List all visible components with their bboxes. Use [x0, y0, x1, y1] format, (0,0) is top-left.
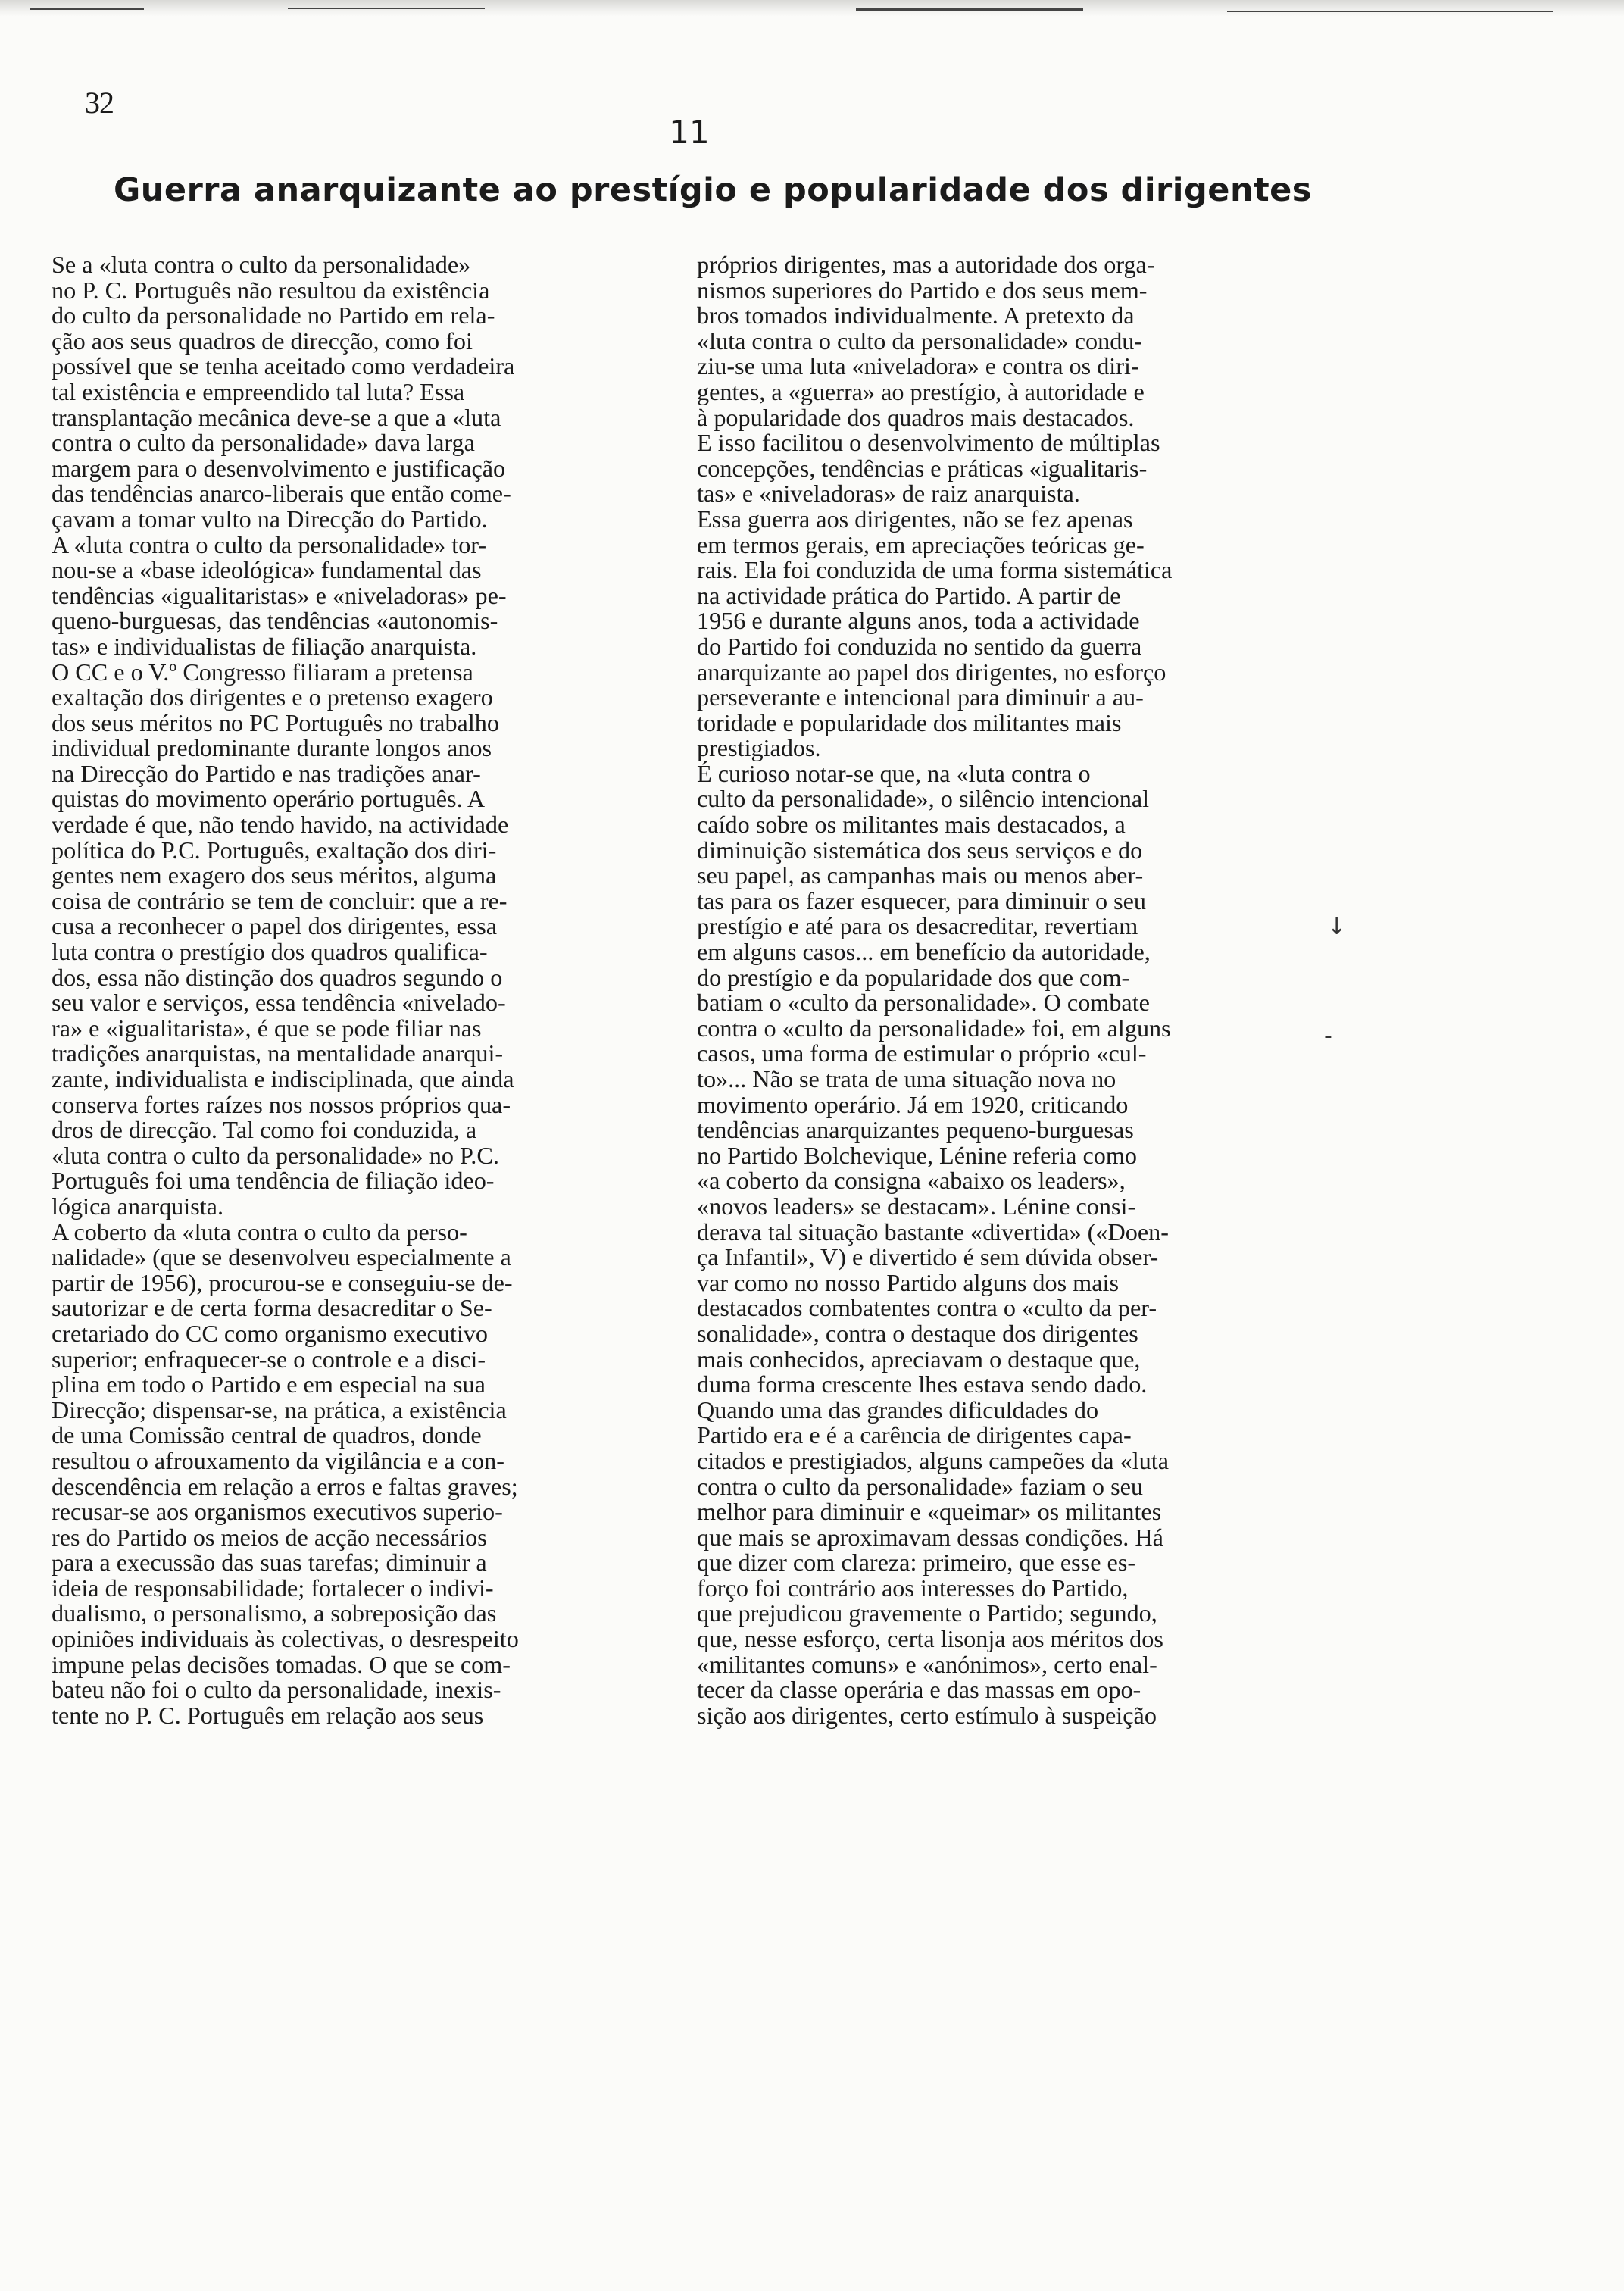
- text-line: à popularidade dos quadros mais destacados.: [697, 403, 1135, 431]
- text-line: cretariado do CC como organismo executivo: [52, 1319, 488, 1347]
- text-line: duma forma crescente lhes estava sendo dado.: [697, 1371, 1148, 1399]
- text-line: no Partido Bolchevique, Lénine referia como: [697, 1141, 1137, 1169]
- text-line: no P. C. Português não resultou da existência: [52, 276, 490, 304]
- text-line: política do P.C. Português, exaltação dos diri-: [52, 836, 497, 864]
- text-line: perseverante e intencional para diminuir a au-: [697, 683, 1144, 711]
- text-line: «luta contra o culto da personalidade» condu-: [697, 327, 1143, 355]
- text-line: na Direcção do Partido e nas tradições anar-: [52, 759, 481, 787]
- text-line: «luta contra o culto da personalidade» no P.C.: [52, 1141, 499, 1169]
- text-line: que, nesse esforço, certa lisonja aos méritos dos: [697, 1625, 1163, 1653]
- text-line: res do Partido os meios de acção necessários: [52, 1523, 487, 1551]
- text-line: rais. Ela foi conduzida de uma forma sistemática: [697, 556, 1173, 584]
- text-line: Português foi uma tendência de filiação ideo-: [52, 1167, 495, 1195]
- text-line: verdade é que, não tendo havido, na actividade: [52, 811, 509, 839]
- text-line: ra» e «igualitarista», é que se pode filiar nas: [52, 1014, 482, 1042]
- text-line: na actividade prática do Partido. A partir de: [697, 581, 1121, 609]
- text-line: casos, uma forma de estimular o próprio «cul-: [697, 1039, 1147, 1067]
- text-line: Direcção; dispensar-se, na prática, a existência: [52, 1396, 507, 1424]
- text-line: diminuição sistemática dos seus serviços e do: [697, 836, 1143, 864]
- text-line: Se a «luta contra o culto da personalidade»: [52, 251, 471, 278]
- text-line: do prestígio e da popularidade dos que com-: [697, 963, 1130, 991]
- text-line: exaltação dos dirigentes e o pretenso exagero: [52, 683, 493, 711]
- text-line: É curioso notar-se que, na «luta contra o: [697, 759, 1091, 787]
- text-line: que mais se aproximavam dessas condições. Há: [697, 1523, 1163, 1551]
- text-line: possível que se tenha aceitado como verdadeira: [52, 352, 515, 380]
- text-line: sição aos dirigentes, certo estímulo à suspeição: [697, 1701, 1157, 1729]
- text-line: lógica anarquista.: [52, 1192, 224, 1220]
- text-line: dos seus méritos no PC Português no trabalho: [52, 708, 499, 736]
- text-line: cusa a reconhecer o papel dos dirigentes, essa: [52, 912, 498, 940]
- scan-mark: [1227, 11, 1553, 12]
- text-line: próprios dirigentes, mas a autoridade dos orga-: [697, 251, 1155, 278]
- text-line: margem para o desenvolvimento e justificação: [52, 454, 506, 482]
- margin-mark: -: [1324, 1023, 1332, 1049]
- text-line: nismos superiores do Partido e dos seus mem-: [697, 276, 1148, 304]
- text-line: do culto da personalidade no Partido em rela-: [52, 302, 495, 330]
- text-line: concepções, tendências e práticas «igualitaris-: [697, 454, 1148, 482]
- text-line: transplantação mecânica deve-se a que a «luta: [52, 403, 501, 431]
- text-line: Essa guerra aos dirigentes, não se fez apenas: [697, 505, 1133, 533]
- text-line: do Partido foi conduzida no sentido da guerra: [697, 632, 1142, 660]
- text-line: O CC e o V.º Congresso filiaram a pretensa: [52, 658, 473, 686]
- text-line: gentes nem exagero dos seus méritos, alguma: [52, 861, 497, 889]
- scan-mark: [30, 8, 144, 10]
- text-line: de uma Comissão central de quadros, donde: [52, 1421, 482, 1449]
- text-line: contra o culto da personalidade» faziam o seu: [697, 1472, 1143, 1500]
- text-line: Partido era e é a carência de dirigentes capa-: [697, 1421, 1132, 1449]
- text-line: tas» e individualistas de filiação anarquista.: [52, 632, 477, 660]
- scan-mark: [288, 8, 485, 9]
- text-line: recusar-se aos organismos executivos superio-: [52, 1498, 503, 1526]
- text-line: prestígio e até para os desacreditar, revertiam: [697, 912, 1138, 940]
- text-line: A «luta contra o culto da personalidade» tor-: [52, 530, 487, 558]
- chapter-number: 11: [669, 114, 710, 151]
- text-line: «militantes comuns» e «anónimos», certo enal-: [697, 1650, 1157, 1678]
- text-line: ção aos seus quadros de direcção, como foi: [52, 327, 473, 355]
- text-line: «a coberto da consigna «abaixo os leaders»,: [697, 1167, 1126, 1195]
- text-line: ça Infantil», V) e divertido é sem dúvida obser-: [697, 1243, 1159, 1271]
- text-line: conserva fortes raízes nos nossos próprios qua-: [52, 1090, 511, 1118]
- page-number: 32: [85, 86, 114, 120]
- text-line: batiam o «culto da personalidade». O combate: [697, 989, 1150, 1017]
- text-line: mais conhecidos, apreciavam o destaque que,: [697, 1345, 1141, 1373]
- text-line: ziu-se uma luta «niveladora» e contra os diri-: [697, 352, 1139, 380]
- text-line: em termos gerais, em apreciações teóricas ge-: [697, 530, 1145, 558]
- text-line: ideia de responsabilidade; fortalecer o indivi-: [52, 1574, 494, 1602]
- text-line: zante, individualista e indisciplinada, que ainda: [52, 1065, 514, 1092]
- text-line: 1956 e durante alguns anos, toda a actividade: [697, 607, 1140, 635]
- text-line: coisa de contrário se tem de concluir: que a re-: [52, 886, 508, 914]
- text-line: que dizer com clareza: primeiro, que esse es-: [697, 1549, 1136, 1577]
- text-line: melhor para diminuir e «queimar» os militantes: [697, 1498, 1162, 1526]
- text-line: tendências anarquizantes pequeno-burguesas: [697, 1116, 1134, 1144]
- text-line: das tendências anarco-liberais que então come-: [52, 480, 511, 508]
- text-line: toridade e popularidade dos militantes mais: [697, 708, 1122, 736]
- text-line: tal existência e empreendido tal luta? Essa: [52, 377, 465, 405]
- text-line: gentes, a «guerra» ao prestígio, à autoridade e: [697, 377, 1145, 405]
- text-line: seu papel, as campanhas mais ou menos aber-: [697, 861, 1144, 889]
- text-line: tendências «igualitaristas» e «niveladoras» pe-: [52, 581, 507, 609]
- text-line: çavam a tomar vulto na Direcção do Partido.: [52, 505, 488, 533]
- scan-top-edge: [0, 0, 1624, 17]
- text-line: derava tal situação bastante «divertida» («Doen-: [697, 1217, 1169, 1246]
- text-line: «novos leaders» se destacam». Lénine consi-: [697, 1192, 1136, 1220]
- text-line: partir de 1956), procurou-se e conseguiu-se de-: [52, 1268, 513, 1296]
- text-line: em alguns casos... em benefício da autoridade,: [697, 938, 1151, 966]
- text-line: E isso facilitou o desenvolvimento de múltiplas: [697, 429, 1160, 457]
- text-line: individual predominante durante longos anos: [52, 734, 492, 762]
- text-line: to»... Não se trata de uma situação nova no: [697, 1065, 1116, 1092]
- text-line: tas para os fazer esquecer, para diminuir o seu: [697, 886, 1147, 914]
- margin-mark: ↓: [1327, 914, 1347, 940]
- text-line: prestigiados.: [697, 734, 821, 762]
- text-line: movimento operário. Já em 1920, criticando: [697, 1090, 1129, 1118]
- text-line: anarquizante ao papel dos dirigentes, no esforço: [697, 658, 1166, 686]
- text-line: tente no P. C. Português em relação aos seus: [52, 1701, 484, 1729]
- text-line: forço foi contrário aos interesses do Partido,: [697, 1574, 1129, 1602]
- right-column: [697, 252, 1318, 1728]
- text-line: citados e prestigiados, alguns campeões da «luta: [697, 1446, 1170, 1474]
- text-line: plina em todo o Partido e em especial na sua: [52, 1371, 486, 1399]
- text-line: nalidade» (que se desenvolveu especialmente a: [52, 1243, 511, 1271]
- scan-mark: [856, 8, 1083, 11]
- left-column: [52, 252, 673, 1728]
- text-line: contra o culto da personalidade» dava larga: [52, 429, 475, 457]
- text-line: bros tomados individualmente. A pretexto da: [697, 302, 1135, 330]
- text-line: nou-se a «base ideológica» fundamental das: [52, 556, 482, 584]
- text-line: bateu não foi o culto da personalidade, inexis-: [52, 1676, 501, 1704]
- text-line: dros de direcção. Tal como foi conduzida, a: [52, 1116, 477, 1144]
- text-line: caído sobre os militantes mais destacados, a: [697, 811, 1126, 839]
- text-line: descendência em relação a erros e faltas graves;: [52, 1472, 518, 1500]
- text-line: tas» e «niveladoras» de raiz anarquista.: [697, 480, 1080, 508]
- text-line: que prejudicou gravemente o Partido; segundo,: [697, 1599, 1157, 1627]
- text-line: culto da personalidade», o silêncio intencional: [697, 785, 1150, 813]
- text-line: queno-burguesas, das tendências «autonomis-: [52, 607, 498, 635]
- text-line: luta contra o prestígio dos quadros qualifica-: [52, 938, 488, 966]
- text-line: impune pelas decisões tomadas. O que se com-: [52, 1650, 511, 1678]
- text-line: para a execussão das suas tarefas; diminuir a: [52, 1549, 487, 1577]
- text-line: resultou o afrouxamento da vigilância e a con-: [52, 1446, 504, 1474]
- text-line: superior; enfraquecer-se o controle e a disci-: [52, 1345, 486, 1373]
- text-line: dos, essa não distinção dos quadros segundo o: [52, 963, 503, 991]
- text-line: destacados combatentes contra o «culto da per-: [697, 1294, 1157, 1322]
- text-line: tradições anarquistas, na mentalidade anarqui-: [52, 1039, 504, 1067]
- text-line: Quando uma das grandes dificuldades do: [697, 1396, 1099, 1424]
- text-line: dualismo, o personalismo, a sobreposição das: [52, 1599, 497, 1627]
- chapter-title: Guerra anarquizante ao prestígio e popularidade dos dirigentes: [114, 171, 1312, 209]
- text-line: contra o «culto da personalidade» foi, em alguns: [697, 1014, 1171, 1042]
- text-line: quistas do movimento operário português. A: [52, 785, 486, 813]
- text-line: opiniões individuais às colectivas, o desrespeito: [52, 1625, 519, 1653]
- text-line: seu valor e serviços, essa tendência «nivelado-: [52, 989, 506, 1017]
- text-line: A coberto da «luta contra o culto da perso-: [52, 1217, 467, 1246]
- text-line: var como no nosso Partido alguns dos mais: [697, 1268, 1119, 1296]
- text-line: tecer da classe operária e das massas em opo-: [697, 1676, 1141, 1704]
- text-line: sautorizar e de certa forma desacreditar o Se-: [52, 1294, 492, 1322]
- text-line: sonalidade», contra o destaque dos dirigentes: [697, 1319, 1138, 1347]
